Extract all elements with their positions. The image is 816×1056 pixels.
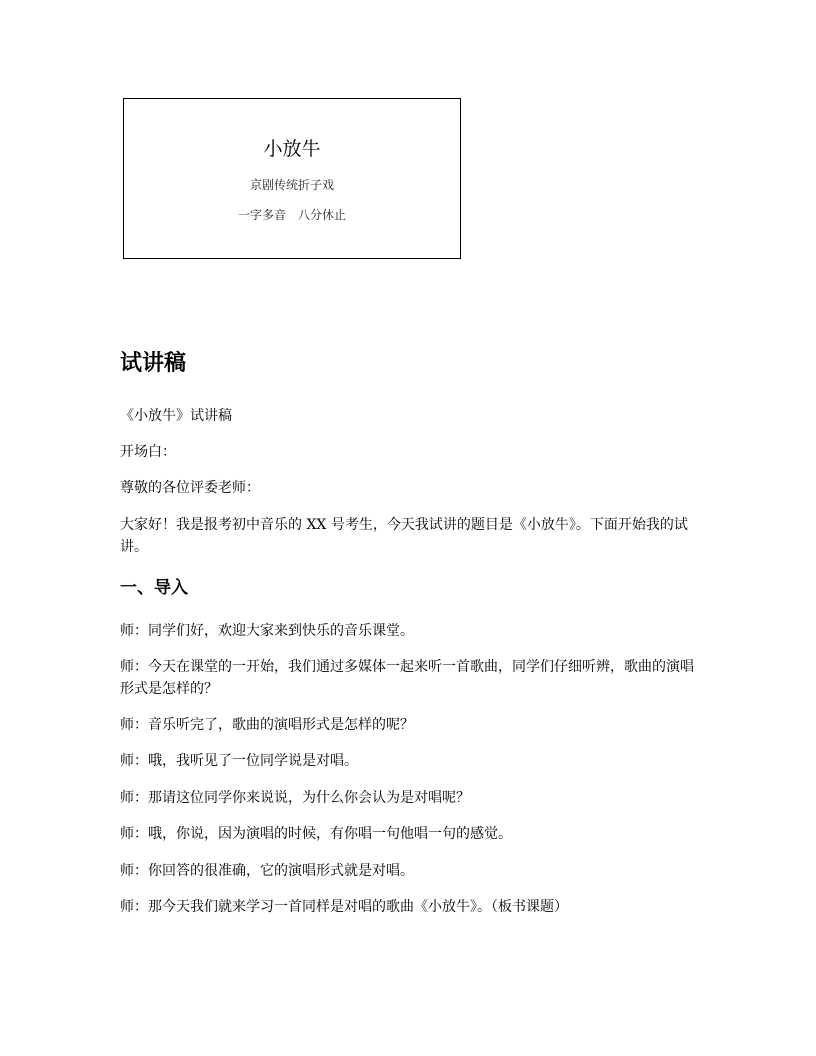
- section-heading-intro: 一、导入: [120, 578, 188, 598]
- dialogue-paragraph: 师：今天在课堂的一开始，我们通过多媒体一起来听一首歌曲，同学们仔细听辨，歌曲的演唱形式是怎样的？: [120, 659, 694, 697]
- board-line-keypoints: 一字多音 八分休止: [237, 208, 346, 222]
- dialogue-paragraph: 师：音乐听完了，歌曲的演唱形式是怎样的呢？: [120, 717, 414, 733]
- dialogue-paragraph: 师：那请这位同学你来说说，为什么你会认为是对唱呢？: [120, 790, 470, 806]
- opening-label: 开场白：: [120, 444, 176, 460]
- dialogue-paragraph: 师：那今天我们就来学习一首同样是对唱的歌曲《小放牛》。（板书课题）: [120, 899, 568, 915]
- board-title: 小放牛: [263, 138, 321, 160]
- document-heading: 试讲稿: [120, 351, 187, 376]
- blackboard-frame: [123, 98, 461, 259]
- dialogue-paragraph: 师：哦，我听见了一位同学说是对唱。: [120, 753, 358, 769]
- dialogue-paragraph: 师：你回答的很准确，它的演唱形式就是对唱。: [120, 863, 414, 879]
- dialogue-paragraph: 师：同学们好，欢迎大家来到快乐的音乐课堂。: [120, 623, 414, 639]
- greeting-line: 尊敬的各位评委老师：: [120, 480, 260, 496]
- dialogue-paragraph: 师：哦，你说，因为演唱的时候，有你唱一句他唱一句的感觉。: [120, 826, 512, 842]
- self-intro-paragraph: 大家好！我是报考初中音乐的 XX 号考生，今天我试讲的题目是《小放牛》。下面开始我的试讲。: [120, 517, 688, 555]
- document-subtitle: 《小放牛》试讲稿: [120, 408, 232, 424]
- board-line-genre: 京剧传统折子戏: [249, 178, 334, 192]
